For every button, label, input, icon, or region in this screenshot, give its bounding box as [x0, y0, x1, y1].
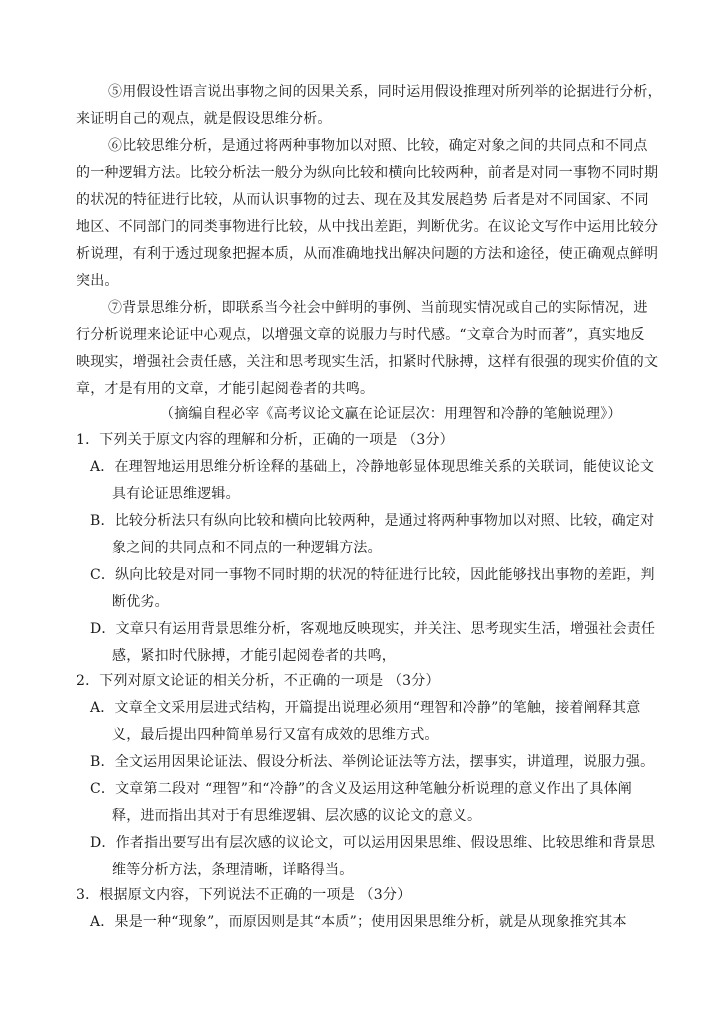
option-d-continuation: 感，紧扣时代脉搏，才能引起阅卷者的共鸣， [112, 648, 396, 664]
option-d: D．文章只有运用背景思维分析，客观地反映现实，并关注、思考现实生活，增强社会责任 [90, 621, 656, 637]
option-c-continuation: 断优劣。 [112, 594, 169, 610]
option-d-continuation: 维等分析方法，条理清晰，详略得当。 [112, 862, 354, 878]
option-a-continuation: 具有论证思维逻辑。 [112, 486, 240, 502]
option-a: A．在理智地运用思维分析诠释的基础上，冷静地彰显体现思维关系的关联词，能使议论文 [90, 459, 655, 475]
paragraph-6-line: 的一种逻辑方法。比较分析法一般分为纵向比较和横向比较两种，前者是对同一事物不同时期 [76, 165, 659, 181]
paragraph-7-line: 映现实，增强社会责任感，关注和思考现实生活，扣紧时代脉搏，这样有很强的现实价值的文 [76, 354, 659, 370]
option-d: D．作者指出要写出有层次感的议论文，可以运用因果思维、假设思维、比较思维和背景思 [90, 835, 656, 851]
option-a: A．果是一种“现象”，而原因则是其“本质”；使用因果思维分析，就是从现象推究其本 [90, 914, 627, 930]
paragraph-6-line: 析说理，有利于透过现象把握本质，从而准确地找出解决问题的方法和途径，使正确观点鲜明 [76, 246, 659, 262]
paragraph-6-line: ⑥比较思维分析，是通过将两种事物加以对照、比较，确定对象之间的共同点和不同点 [108, 138, 648, 154]
option-a-continuation: 义，最后提出四种简单易行又富有成效的思维方式。 [112, 727, 439, 743]
option-b-continuation: 象之间的共同点和不同点的一种逻辑方法。 [112, 540, 382, 556]
paragraph-5-line: 来证明自己的观点，就是假设思维分析。 [76, 111, 332, 127]
option-c: C．纵向比较是对同一事物不同时期的状况的特征进行比较，因此能够找出事物的差距，判 [90, 567, 655, 583]
question-stem: 3．根据原文内容，下列说法不正确的一项是 （3分） [76, 887, 412, 903]
paragraph-5-line: ⑤用假设性语言说出事物之间的因果关系，同时运用假设推理对所列举的论据进行分析， [108, 84, 662, 100]
paragraph-6-line: 地区、不同部门的同类事物进行比较，从中找出差距，判断优劣。在议论文写作中运用比较分 [76, 219, 659, 235]
option-b: B．全文运用因果论证法、假设分析法、举例论证法等方法，摆事实，讲道理，说服力强。 [90, 754, 655, 770]
option-c: C．文章第二段对 “理智”和“冷静”的含义及运用这种笔触分析说理的意义作出了具体阐 [90, 781, 632, 797]
paragraph-6-line: 的状况的特征进行比较，从而认识事物的过去、现在及其发展趋势 后者是对不同国家、不同 [76, 192, 649, 208]
option-c-continuation: 释，进而指出其对于有思维逻辑、层次感的议论文的意义。 [112, 808, 482, 824]
paragraph-7-line: ⑦背景思维分析，即联系当今社会中鲜明的事例、当前现实情况或自己的实际情况，进 [108, 300, 648, 316]
option-b: B．比较分析法只有纵向比较和横向比较两种，是通过将两种事物加以对照、比较，确定对 [90, 513, 655, 529]
paragraph-6-line: 突出。 [76, 273, 119, 289]
paragraph-7-line: 章，才是有用的文章，才能引起阅卷者的共鸣。 [76, 381, 375, 397]
paragraph-7-line: 行分析说理来论证中心观点，以增强文章的说服力与时代感。“文章合为时而著”，真实地反 [76, 327, 645, 343]
question-stem: 2．下列对原文论证的相关分析，不正确的一项是 （3分） [76, 673, 440, 689]
source-citation: （摘编自程必宰《高考议论文赢在论证层次：用理智和冷静的笔触说理》） [160, 406, 622, 422]
option-a: A．文章全文采用层进式结构，开篇提出说理必须用“理智和冷静”的笔触，接着阐释其意 [90, 700, 641, 716]
question-stem: 1．下列关于原文内容的理解和分析，正确的一项是 （3分） [76, 432, 454, 448]
